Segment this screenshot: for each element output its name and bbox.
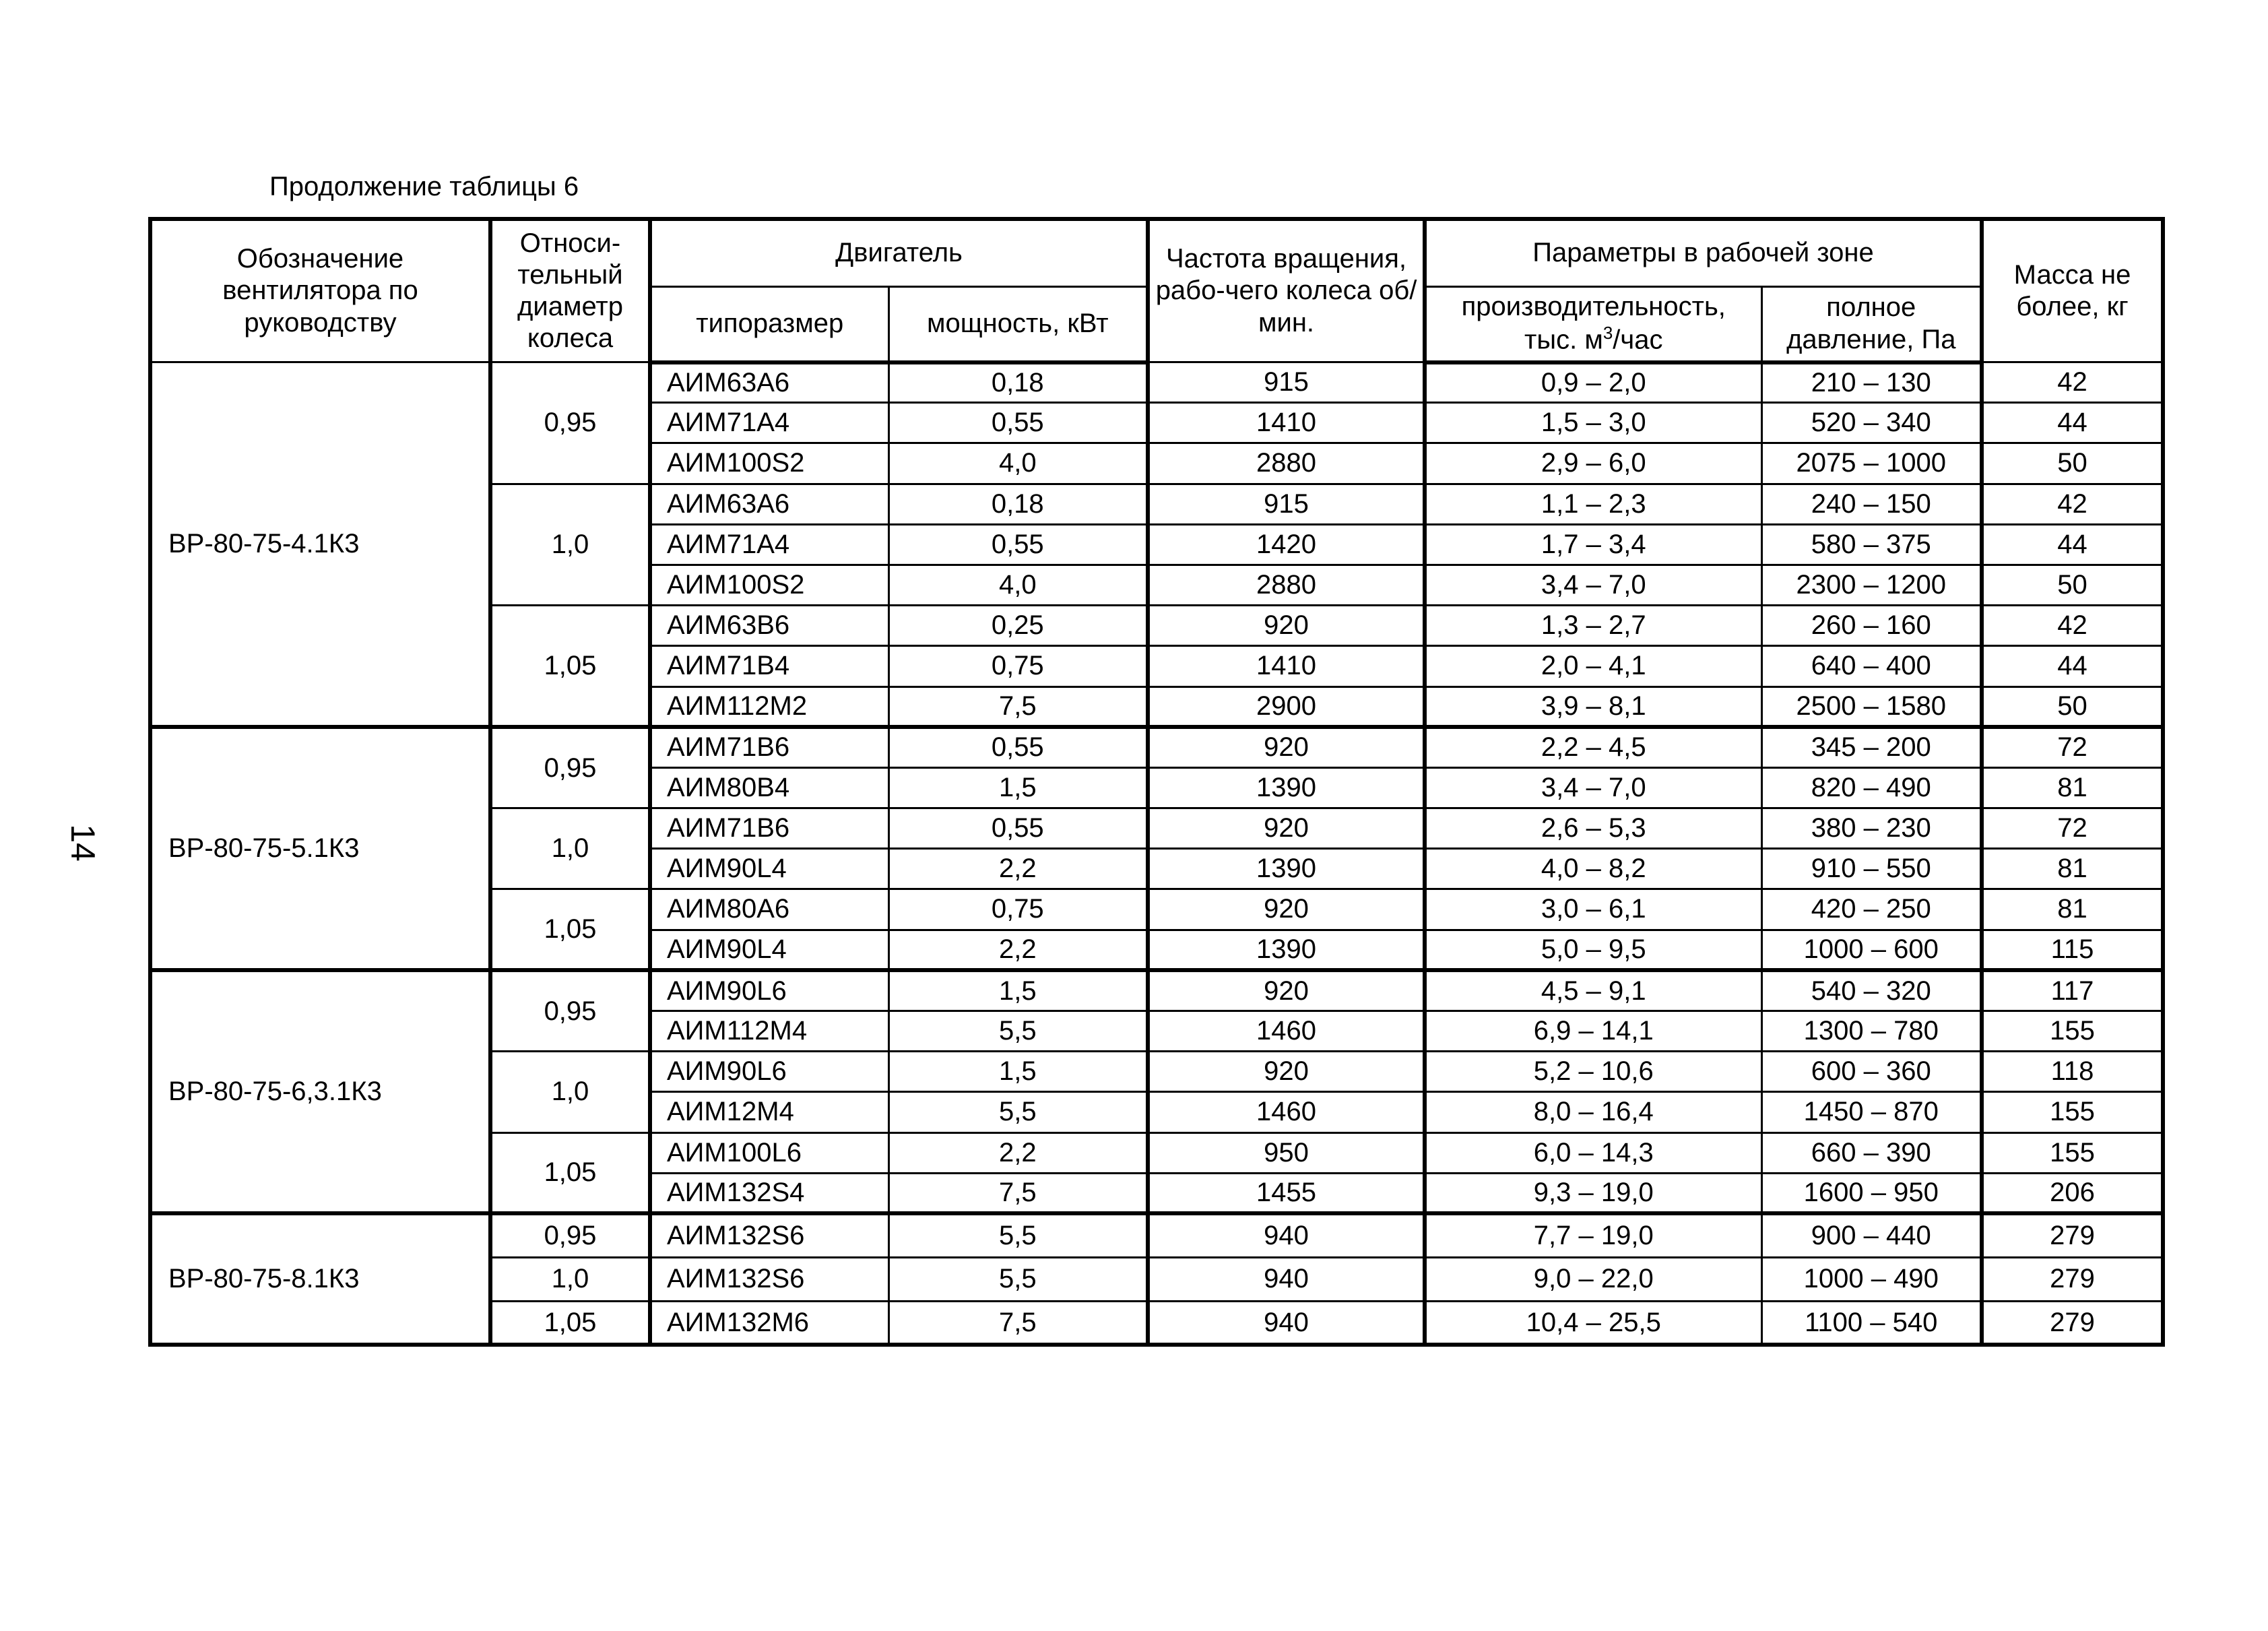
capacity-cell: 3,0 – 6,1 xyxy=(1425,889,1761,930)
engine-model-cell: АИМ90L6 xyxy=(650,970,888,1011)
rpm-cell: 1460 xyxy=(1148,1011,1425,1052)
rpm-cell: 2900 xyxy=(1148,686,1425,727)
rpm-cell: 1455 xyxy=(1148,1173,1425,1213)
pressure-cell: 2500 – 1580 xyxy=(1761,686,1982,727)
capacity-cell: 2,6 – 5,3 xyxy=(1425,808,1761,849)
engine-power-cell: 1,5 xyxy=(888,970,1148,1011)
capacity-cell: 10,4 – 25,5 xyxy=(1425,1301,1761,1345)
rpm-cell: 915 xyxy=(1148,362,1425,403)
header-fan: Обозначение вентилятора по руководству xyxy=(150,219,490,362)
pressure-cell: 660 – 390 xyxy=(1761,1132,1982,1173)
engine-power-cell: 0,55 xyxy=(888,524,1148,565)
mass-cell: 44 xyxy=(1982,524,2163,565)
fan-designation-cell: ВР-80-75-5.1К3 xyxy=(150,727,490,970)
table-row xyxy=(150,362,2163,403)
engine-power-cell: 0,55 xyxy=(888,808,1148,849)
engine-model-cell: АИМ112М2 xyxy=(650,686,888,727)
rpm-cell: 940 xyxy=(1148,1301,1425,1345)
capacity-cell: 2,0 – 4,1 xyxy=(1425,646,1761,686)
pressure-cell: 380 – 230 xyxy=(1761,808,1982,849)
header-capacity-line2-post: /час xyxy=(1613,325,1663,355)
mass-cell: 42 xyxy=(1982,606,2163,646)
header-params: Параметры в рабочей зоне xyxy=(1425,219,1982,286)
pressure-cell: 520 – 340 xyxy=(1761,403,1982,443)
pressure-cell: 640 – 400 xyxy=(1761,646,1982,686)
rpm-cell: 1420 xyxy=(1148,524,1425,565)
engine-power-cell: 1,5 xyxy=(888,1052,1148,1092)
engine-power-cell: 0,18 xyxy=(888,362,1148,403)
rpm-cell: 940 xyxy=(1148,1257,1425,1301)
table-row xyxy=(150,970,2163,1011)
diameter-cell: 1,0 xyxy=(490,1052,650,1132)
diameter-cell: 1,05 xyxy=(490,889,650,970)
rpm-cell: 920 xyxy=(1148,606,1425,646)
engine-model-cell: АИМ71В6 xyxy=(650,808,888,849)
engine-power-cell: 0,25 xyxy=(888,606,1148,646)
table-caption: Продолжение таблицы 6 xyxy=(269,172,579,201)
engine-model-cell: АИМ132S6 xyxy=(650,1257,888,1301)
capacity-cell: 7,7 – 19,0 xyxy=(1425,1213,1761,1257)
pressure-cell: 260 – 160 xyxy=(1761,606,1982,646)
engine-power-cell: 0,55 xyxy=(888,727,1148,767)
capacity-cell: 6,9 – 14,1 xyxy=(1425,1011,1761,1052)
mass-cell: 42 xyxy=(1982,484,2163,524)
diameter-cell: 1,0 xyxy=(490,808,650,889)
mass-cell: 117 xyxy=(1982,970,2163,1011)
pressure-cell: 1300 – 780 xyxy=(1761,1011,1982,1052)
pressure-cell: 210 – 130 xyxy=(1761,362,1982,403)
rpm-cell: 915 xyxy=(1148,484,1425,524)
rpm-cell: 2880 xyxy=(1148,443,1425,484)
capacity-cell: 5,2 – 10,6 xyxy=(1425,1052,1761,1092)
engine-model-cell: АИМ112М4 xyxy=(650,1011,888,1052)
capacity-cell: 4,0 – 8,2 xyxy=(1425,849,1761,889)
engine-model-cell: АИМ12М4 xyxy=(650,1092,888,1132)
table-body xyxy=(150,362,2163,1345)
diameter-cell: 1,0 xyxy=(490,484,650,606)
capacity-cell: 2,9 – 6,0 xyxy=(1425,443,1761,484)
header-capacity-sup: 3 xyxy=(1602,323,1613,344)
table-row xyxy=(150,727,2163,767)
engine-power-cell: 4,0 xyxy=(888,443,1148,484)
pressure-cell: 540 – 320 xyxy=(1761,970,1982,1011)
mass-cell: 81 xyxy=(1982,849,2163,889)
capacity-cell: 6,0 – 14,3 xyxy=(1425,1132,1761,1173)
capacity-cell: 1,7 – 3,4 xyxy=(1425,524,1761,565)
mass-cell: 118 xyxy=(1982,1052,2163,1092)
rpm-cell: 1390 xyxy=(1148,849,1425,889)
engine-model-cell: АИМ63А6 xyxy=(650,362,888,403)
mass-cell: 72 xyxy=(1982,727,2163,767)
diameter-cell: 0,95 xyxy=(490,362,650,484)
capacity-cell: 4,5 – 9,1 xyxy=(1425,970,1761,1011)
header-capacity-line1: производительность, xyxy=(1461,292,1726,322)
engine-model-cell: АИМ90L6 xyxy=(650,1052,888,1092)
diameter-cell: 1,0 xyxy=(490,1257,650,1301)
capacity-cell: 5,0 – 9,5 xyxy=(1425,930,1761,970)
capacity-cell: 8,0 – 16,4 xyxy=(1425,1092,1761,1132)
engine-power-cell: 5,5 xyxy=(888,1092,1148,1132)
pressure-cell: 2075 – 1000 xyxy=(1761,443,1982,484)
rpm-cell: 1460 xyxy=(1148,1092,1425,1132)
rpm-cell: 920 xyxy=(1148,808,1425,849)
rpm-cell: 1410 xyxy=(1148,403,1425,443)
table-row xyxy=(150,1213,2163,1257)
pressure-cell: 1100 – 540 xyxy=(1761,1301,1982,1345)
engine-model-cell: АИМ80А6 xyxy=(650,889,888,930)
engine-power-cell: 2,2 xyxy=(888,1132,1148,1173)
pressure-cell: 900 – 440 xyxy=(1761,1213,1982,1257)
engine-model-cell: АИМ80В4 xyxy=(650,767,888,808)
engine-model-cell: АИМ63А6 xyxy=(650,484,888,524)
engine-model-cell: АИМ71В4 xyxy=(650,646,888,686)
engine-power-cell: 1,5 xyxy=(888,767,1148,808)
header-capacity xyxy=(1425,286,1761,362)
engine-power-cell: 5,5 xyxy=(888,1257,1148,1301)
rpm-cell: 1390 xyxy=(1148,930,1425,970)
pressure-cell: 1450 – 870 xyxy=(1761,1092,1982,1132)
pressure-cell: 1000 – 600 xyxy=(1761,930,1982,970)
rpm-cell: 1410 xyxy=(1148,646,1425,686)
capacity-cell: 1,3 – 2,7 xyxy=(1425,606,1761,646)
capacity-cell: 3,4 – 7,0 xyxy=(1425,767,1761,808)
engine-power-cell: 0,75 xyxy=(888,889,1148,930)
engine-model-cell: АИМ90L4 xyxy=(650,930,888,970)
capacity-cell: 2,2 – 4,5 xyxy=(1425,727,1761,767)
mass-cell: 279 xyxy=(1982,1257,2163,1301)
mass-cell: 42 xyxy=(1982,362,2163,403)
rpm-cell: 950 xyxy=(1148,1132,1425,1173)
diameter-cell: 1,05 xyxy=(490,1301,650,1345)
pressure-cell: 1000 – 490 xyxy=(1761,1257,1982,1301)
pressure-cell: 1600 – 950 xyxy=(1761,1173,1982,1213)
engine-power-cell: 7,5 xyxy=(888,1301,1148,1345)
rpm-cell: 920 xyxy=(1148,727,1425,767)
header-mass: Масса не более, кг xyxy=(1982,219,2163,362)
mass-cell: 50 xyxy=(1982,686,2163,727)
engine-power-cell: 4,0 xyxy=(888,565,1148,605)
engine-model-cell: АИМ132S4 xyxy=(650,1173,888,1213)
mass-cell: 81 xyxy=(1982,767,2163,808)
engine-model-cell: АИМ71А4 xyxy=(650,524,888,565)
diameter-cell: 0,95 xyxy=(490,970,650,1051)
engine-power-cell: 5,5 xyxy=(888,1213,1148,1257)
header-diameter: Относи-тельный диаметр колеса xyxy=(490,219,650,362)
rpm-cell: 940 xyxy=(1148,1213,1425,1257)
rpm-cell: 920 xyxy=(1148,970,1425,1011)
engine-power-cell: 2,2 xyxy=(888,930,1148,970)
mass-cell: 81 xyxy=(1982,889,2163,930)
mass-cell: 279 xyxy=(1982,1301,2163,1345)
diameter-cell: 1,05 xyxy=(490,606,650,728)
engine-model-cell: АИМ132S6 xyxy=(650,1213,888,1257)
pressure-cell: 580 – 375 xyxy=(1761,524,1982,565)
capacity-cell: 9,3 – 19,0 xyxy=(1425,1173,1761,1213)
mass-cell: 206 xyxy=(1982,1173,2163,1213)
rpm-cell: 1390 xyxy=(1148,767,1425,808)
engine-model-cell: АИМ100S2 xyxy=(650,443,888,484)
diameter-cell: 0,95 xyxy=(490,1213,650,1257)
engine-power-cell: 0,18 xyxy=(888,484,1148,524)
capacity-cell: 3,9 – 8,1 xyxy=(1425,686,1761,727)
header-engine-type: типоразмер xyxy=(650,286,888,362)
engine-model-cell: АИМ90L4 xyxy=(650,849,888,889)
rpm-cell: 2880 xyxy=(1148,565,1425,605)
pressure-cell: 600 – 360 xyxy=(1761,1052,1982,1092)
engine-model-cell: АИМ132М6 xyxy=(650,1301,888,1345)
pressure-cell: 345 – 200 xyxy=(1761,727,1982,767)
mass-cell: 115 xyxy=(1982,930,2163,970)
capacity-cell: 1,5 – 3,0 xyxy=(1425,403,1761,443)
rpm-cell: 920 xyxy=(1148,1052,1425,1092)
engine-power-cell: 7,5 xyxy=(888,686,1148,727)
engine-power-cell: 0,55 xyxy=(888,403,1148,443)
header-rotation: Частота вращения, рабо-чего колеса об/мин. xyxy=(1148,219,1425,362)
engine-model-cell: АИМ71А4 xyxy=(650,403,888,443)
mass-cell: 44 xyxy=(1982,646,2163,686)
mass-cell: 44 xyxy=(1982,403,2163,443)
header-pressure: полное давление, Па xyxy=(1761,286,1982,362)
engine-model-cell: АИМ100L6 xyxy=(650,1132,888,1173)
fan-spec-table xyxy=(148,217,2165,1347)
header-capacity-line2-pre: тыс. м xyxy=(1524,325,1603,355)
diameter-cell: 0,95 xyxy=(490,727,650,808)
mass-cell: 50 xyxy=(1982,565,2163,605)
engine-model-cell: АИМ100S2 xyxy=(650,565,888,605)
pressure-cell: 2300 – 1200 xyxy=(1761,565,1982,605)
mass-cell: 155 xyxy=(1982,1092,2163,1132)
engine-model-cell: АИМ71В6 xyxy=(650,727,888,767)
pressure-cell: 240 – 150 xyxy=(1761,484,1982,524)
engine-power-cell: 7,5 xyxy=(888,1173,1148,1213)
mass-cell: 279 xyxy=(1982,1213,2163,1257)
fan-designation-cell: ВР-80-75-6,3.1К3 xyxy=(150,970,490,1213)
diameter-cell: 1,05 xyxy=(490,1132,650,1213)
mass-cell: 50 xyxy=(1982,443,2163,484)
engine-model-cell: АИМ63В6 xyxy=(650,606,888,646)
rpm-cell: 920 xyxy=(1148,889,1425,930)
engine-power-cell: 5,5 xyxy=(888,1011,1148,1052)
fan-designation-cell: ВР-80-75-8.1К3 xyxy=(150,1213,490,1345)
capacity-cell: 9,0 – 22,0 xyxy=(1425,1257,1761,1301)
header-engine: Двигатель xyxy=(650,219,1148,286)
fan-designation-cell: ВР-80-75-4.1К3 xyxy=(150,362,490,728)
mass-cell: 155 xyxy=(1982,1011,2163,1052)
pressure-cell: 910 – 550 xyxy=(1761,849,1982,889)
engine-power-cell: 2,2 xyxy=(888,849,1148,889)
mass-cell: 72 xyxy=(1982,808,2163,849)
pressure-cell: 820 – 490 xyxy=(1761,767,1982,808)
capacity-cell: 0,9 – 2,0 xyxy=(1425,362,1761,403)
header-engine-power: мощность, кВт xyxy=(888,286,1148,362)
page-number: 14 xyxy=(63,824,102,862)
capacity-cell: 1,1 – 2,3 xyxy=(1425,484,1761,524)
mass-cell: 155 xyxy=(1982,1132,2163,1173)
pressure-cell: 420 – 250 xyxy=(1761,889,1982,930)
engine-power-cell: 0,75 xyxy=(888,646,1148,686)
capacity-cell: 3,4 – 7,0 xyxy=(1425,565,1761,605)
